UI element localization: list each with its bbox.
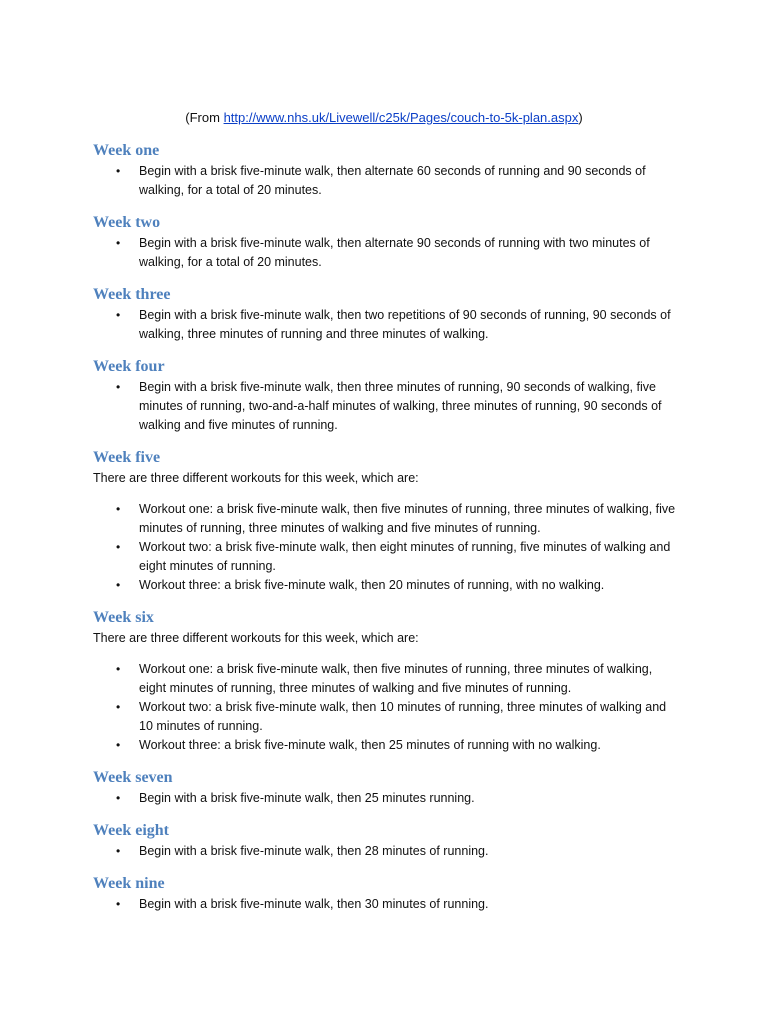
plan-content [93, 140, 693, 926]
workout-text: Begin with a brisk five-minute walk, then two repetitions of 90 seconds of running, 90 seconds of walking, three minutes of running and three minutes of walking. [139, 308, 671, 341]
bullet-icon: • [116, 844, 121, 858]
week-section [93, 873, 693, 914]
week-section [93, 767, 693, 808]
source-suffix: ) [578, 110, 583, 125]
workout-text: Workout three: a brisk five-minute walk, then 20 minutes of running, with no walking. [139, 578, 605, 592]
bullet-icon: • [116, 380, 121, 394]
week-section [93, 212, 693, 272]
week-heading: Week three [93, 286, 171, 303]
workout-item [93, 736, 679, 755]
bullet-icon: • [116, 662, 121, 676]
week-heading: Week eight [93, 822, 169, 839]
week-section [93, 820, 693, 861]
workout-item [93, 500, 679, 538]
week-section [93, 140, 693, 200]
workout-text: Begin with a brisk five-minute walk, then alternate 90 seconds of running with two minutes of walking, for a total of 20 minutes. [139, 236, 650, 269]
bullet-icon: • [116, 791, 121, 805]
workout-item [93, 306, 679, 344]
week-intro: There are three different workouts for this week, which are: [93, 631, 419, 645]
bullet-icon: • [116, 700, 121, 714]
week-heading: Week six [93, 609, 154, 626]
workout-item [93, 895, 679, 914]
bullet-icon: • [116, 236, 121, 250]
workout-list [93, 500, 693, 595]
workout-list [93, 660, 693, 755]
week-section [93, 284, 693, 344]
workout-list [93, 306, 693, 344]
source-prefix: (From [185, 110, 224, 125]
workout-text: Workout two: a brisk five-minute walk, then eight minutes of running, five minutes of walking and eight minutes of running. [139, 540, 671, 573]
week-heading: Week two [93, 214, 161, 231]
workout-item [93, 234, 679, 272]
workout-item [93, 378, 679, 435]
workout-text: Workout two: a brisk five-minute walk, then 10 minutes of running, three minutes of walking and 10 minutes of running. [139, 700, 667, 733]
workout-list [93, 895, 693, 914]
workout-item [93, 162, 679, 200]
workout-item [93, 789, 679, 808]
workout-text: Begin with a brisk five-minute walk, then 25 minutes running. [139, 791, 475, 805]
source-line [0, 109, 768, 127]
workout-list [93, 234, 693, 272]
bullet-icon: • [116, 540, 121, 554]
week-section [93, 356, 693, 435]
workout-item [93, 842, 679, 861]
week-heading: Week seven [93, 769, 173, 786]
week-section [93, 607, 693, 755]
bullet-icon: • [116, 164, 121, 178]
source-link[interactable]: http://www.nhs.uk/Livewell/c25k/Pages/couch-to-5k-plan.aspx [223, 110, 579, 125]
week-heading: Week one [93, 142, 160, 159]
bullet-icon: • [116, 897, 121, 911]
bullet-icon: • [116, 308, 121, 322]
workout-list [93, 378, 693, 435]
workout-text: Workout three: a brisk five-minute walk, then 25 minutes of running with no walking. [139, 738, 601, 752]
workout-list [93, 842, 693, 861]
workout-item [93, 698, 679, 736]
workout-item [93, 538, 679, 576]
workout-text: Begin with a brisk five-minute walk, then three minutes of running, 90 seconds of walking, five minutes of running, two-and-a-half minutes of walking, three minutes of running, 90 seconds of walking and five minutes of running. [139, 380, 662, 432]
workout-text: Workout one: a brisk five-minute walk, then five minutes of running, three minutes of walking, eight minutes of running, three minutes of walking and five minutes of running. [139, 662, 653, 695]
workout-text: Begin with a brisk five-minute walk, then alternate 60 seconds of running and 90 seconds of walking, for a total of 20 minutes. [139, 164, 646, 197]
bullet-icon: • [116, 502, 121, 516]
week-intro: There are three different workouts for this week, which are: [93, 471, 419, 485]
workout-text: Begin with a brisk five-minute walk, then 28 minutes of running. [139, 844, 489, 858]
workout-item [93, 660, 679, 698]
workout-list [93, 162, 693, 200]
workout-list [93, 789, 693, 808]
week-heading: Week five [93, 449, 161, 466]
workout-text: Begin with a brisk five-minute walk, then 30 minutes of running. [139, 897, 489, 911]
week-section [93, 447, 693, 595]
bullet-icon: • [116, 578, 121, 592]
workout-text: Workout one: a brisk five-minute walk, then five minutes of running, three minutes of walking, five minutes of running, three minutes of walking and five minutes of running. [139, 502, 676, 535]
workout-item [93, 576, 679, 595]
week-heading: Week nine [93, 875, 165, 892]
bullet-icon: • [116, 738, 121, 752]
week-heading: Week four [93, 358, 165, 375]
